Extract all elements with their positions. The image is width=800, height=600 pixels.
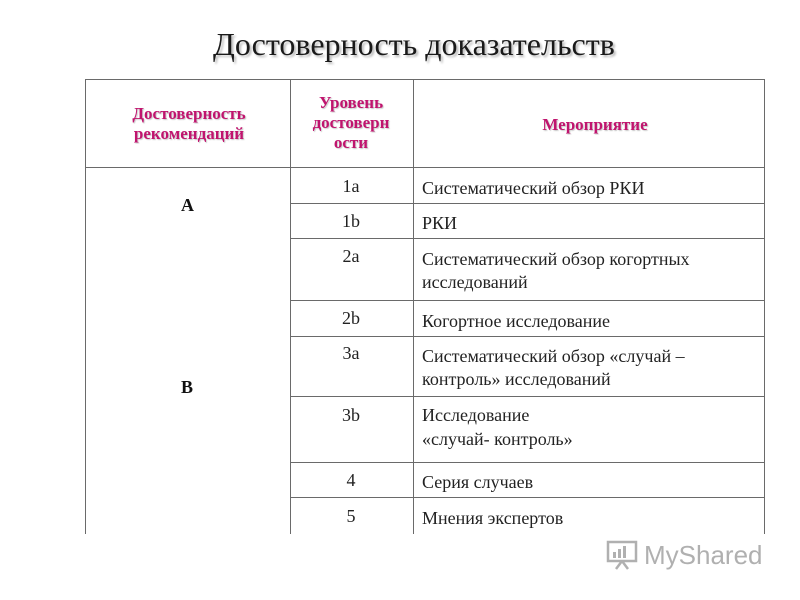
measure-cell: РКИ bbox=[422, 213, 458, 233]
level-cell: 5 bbox=[346, 506, 356, 526]
measure-cell: Когортное исследование bbox=[422, 311, 611, 331]
level-cell: 3b bbox=[342, 405, 360, 425]
grade-a: A bbox=[181, 195, 194, 215]
measure-cell: Исследование bbox=[422, 405, 530, 425]
row-divider bbox=[290, 396, 765, 397]
header-grade: Достоверность рекомендаций bbox=[132, 104, 246, 143]
measure-cell-line2: «случай- контроль» bbox=[422, 429, 573, 449]
evidence-table bbox=[85, 79, 765, 534]
row-divider bbox=[290, 462, 765, 463]
row-divider bbox=[290, 203, 765, 204]
measure-cell-line2: контроль» исследований bbox=[422, 369, 611, 389]
watermark-text: MyShared bbox=[644, 539, 763, 570]
measure-cell: Систематический обзор когортных bbox=[422, 249, 690, 269]
level-cell: 1b bbox=[342, 211, 360, 231]
column-divider-1 bbox=[290, 79, 291, 534]
measure-cell-line2: исследований bbox=[422, 272, 528, 292]
slide-title: Достоверность доказательств bbox=[213, 26, 615, 62]
level-cell: 2b bbox=[342, 308, 360, 328]
column-divider-2 bbox=[413, 79, 414, 534]
grade-b: B bbox=[181, 377, 194, 397]
measure-cell: Систематический обзор «случай – bbox=[422, 346, 685, 366]
row-divider bbox=[290, 238, 765, 239]
watermark-logo bbox=[606, 538, 763, 572]
row-divider bbox=[290, 497, 765, 498]
measure-cell: Мнения экспертов bbox=[422, 508, 564, 528]
table-top-border bbox=[85, 79, 765, 80]
measure-cell: Систематический обзор РКИ bbox=[422, 178, 645, 198]
level-cell: 3a bbox=[342, 343, 360, 363]
measure-cell: Серия случаев bbox=[422, 472, 534, 492]
row-divider bbox=[290, 336, 765, 337]
header-level: Уровень достоверн ости bbox=[312, 93, 390, 152]
level-cell: 2a bbox=[342, 246, 360, 266]
level-cell: 1a bbox=[342, 176, 360, 196]
table-left-border bbox=[85, 79, 86, 534]
row-divider bbox=[290, 300, 765, 301]
presentation-icon bbox=[606, 540, 638, 570]
header-measure: Мероприятие bbox=[542, 115, 648, 134]
table-right-border bbox=[764, 79, 765, 534]
header-bottom-border bbox=[85, 167, 765, 168]
level-cell: 4 bbox=[346, 470, 356, 490]
